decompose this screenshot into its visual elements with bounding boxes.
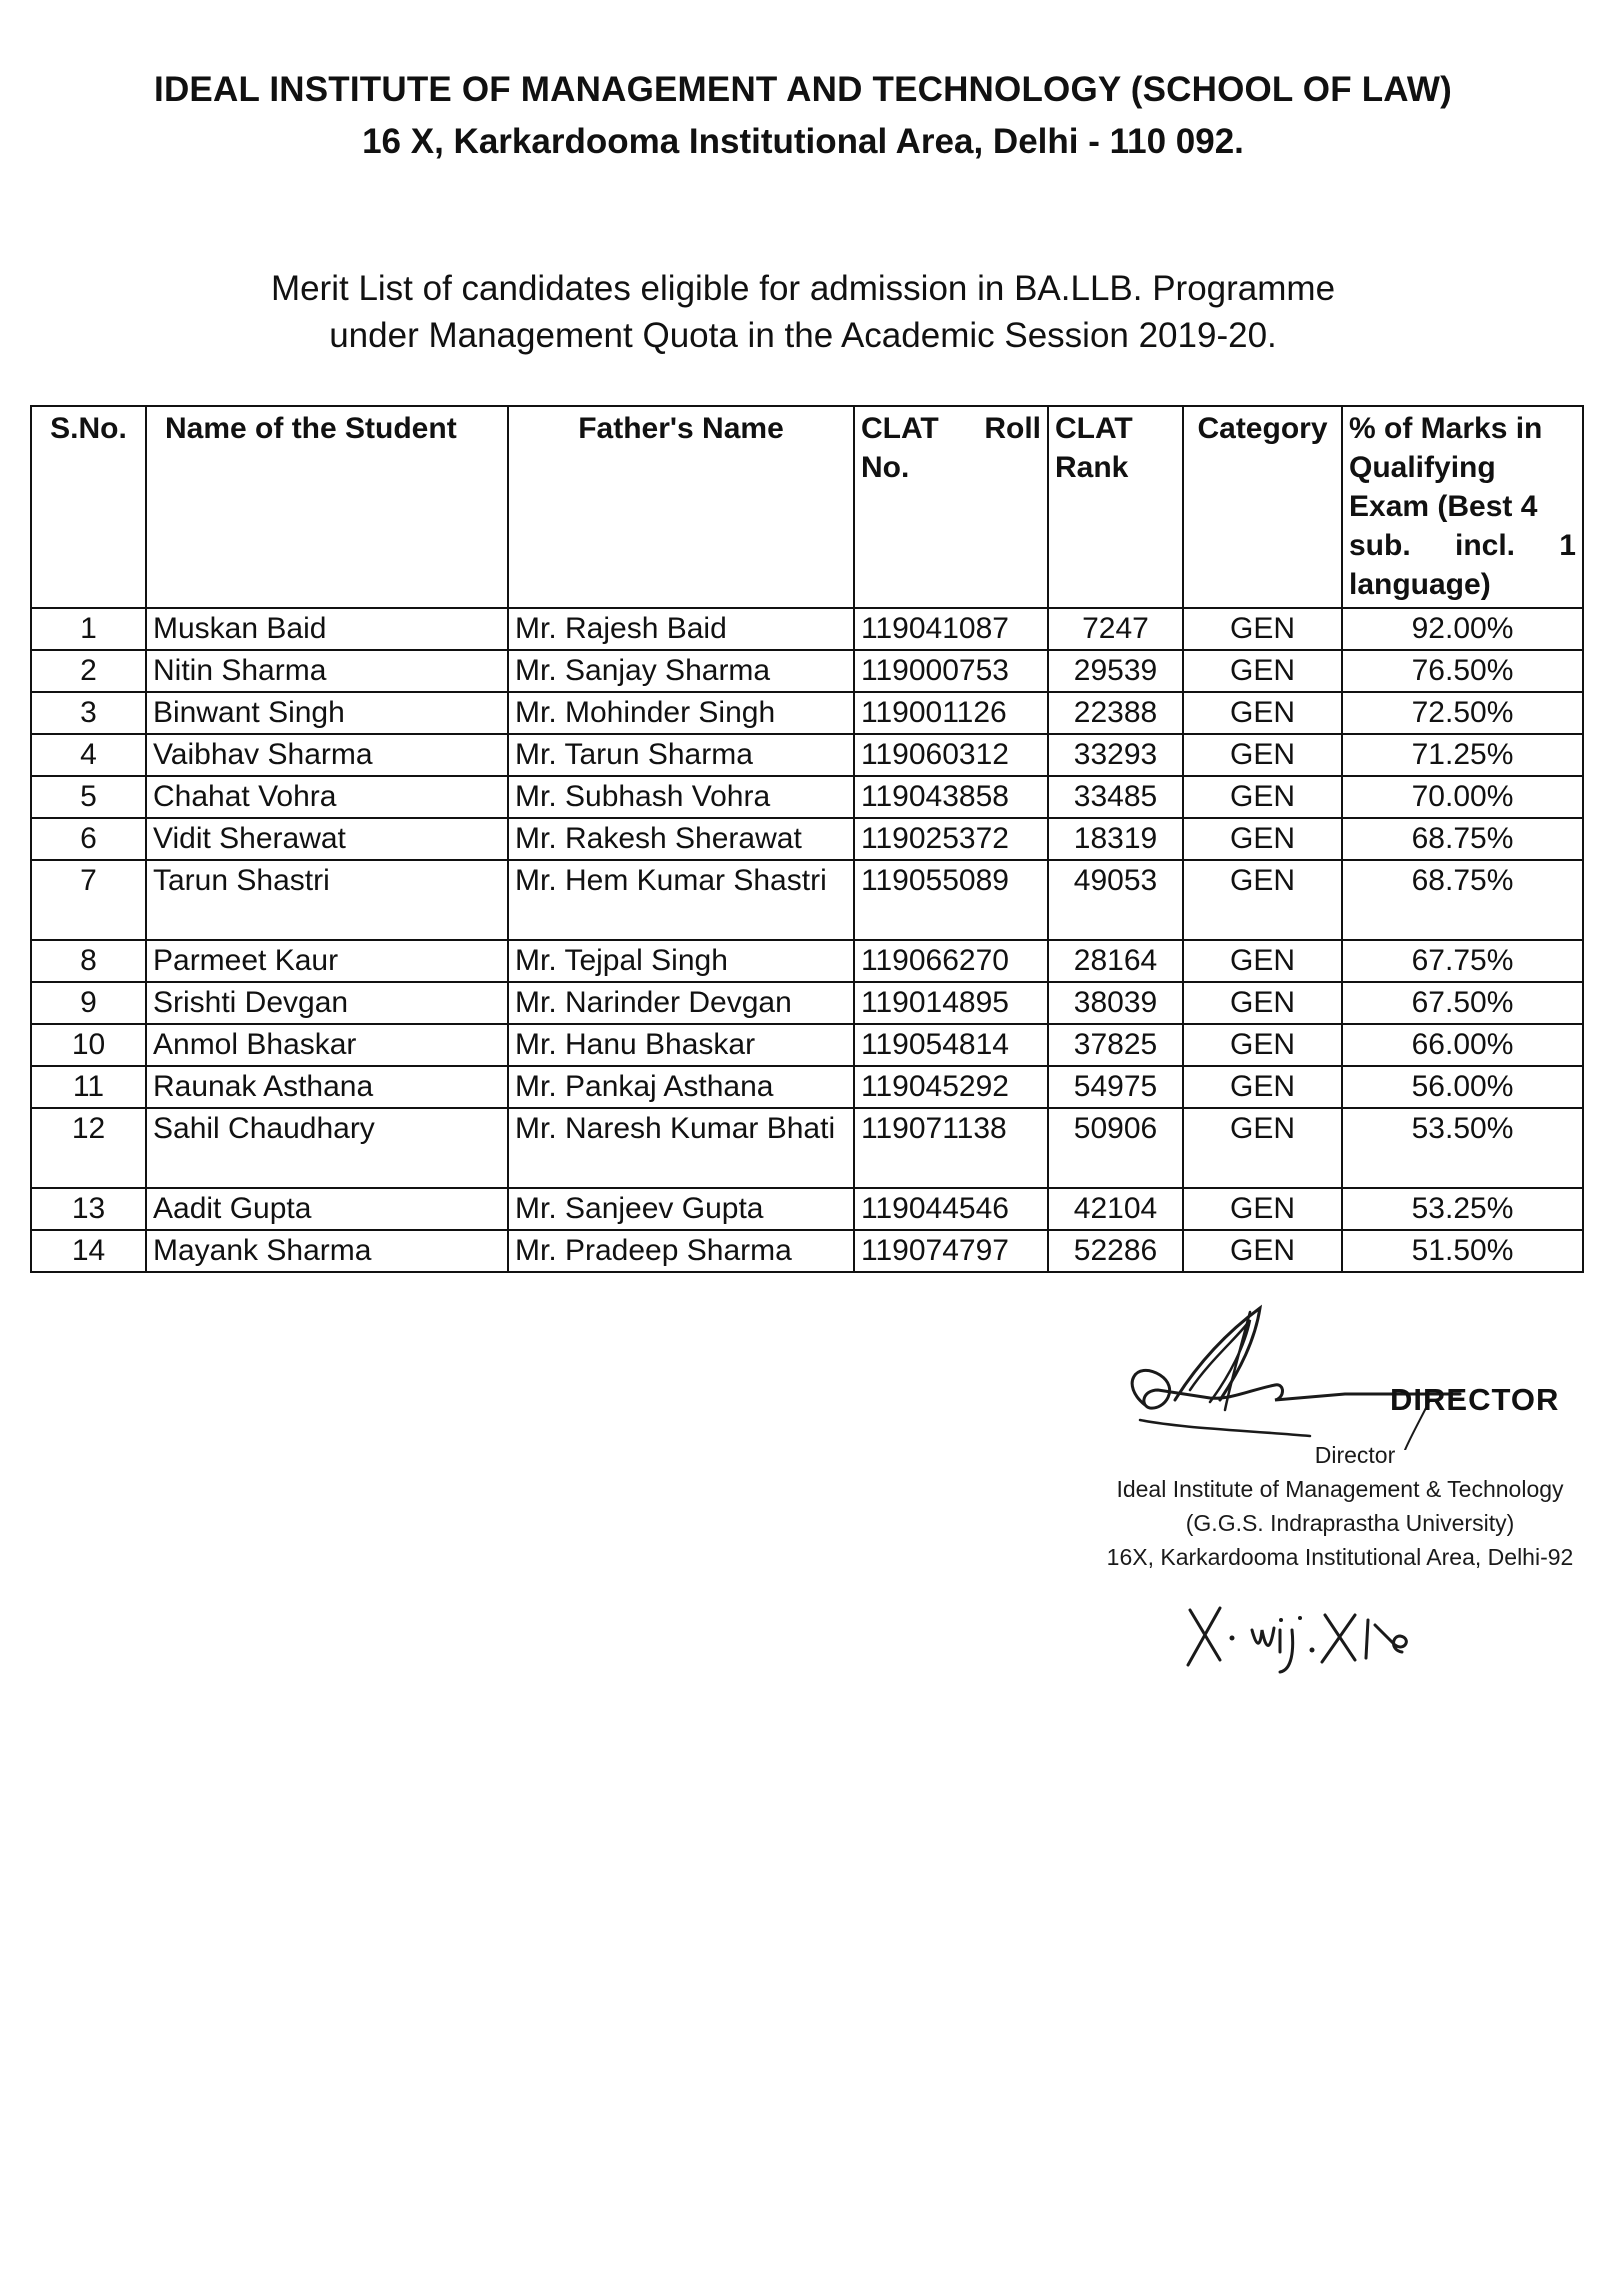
cell-father-name: Mr. Tejpal Singh [508,940,854,982]
cell-sno: 12 [31,1108,146,1188]
merit-list-title-line-2: under Management Quota in the Academic Session 2019-20. [329,316,1277,355]
cell-marks: 51.50% [1342,1230,1583,1272]
cell-father-name: Mr. Pradeep Sharma [508,1230,854,1272]
table-row [31,1024,1583,1066]
cell-clat-rank: 7247 [1048,608,1183,650]
stamp-line-4: 16X, Karkardooma Institutional Area, Delhi-92 [1106,1544,1574,1570]
cell-father-name: Mr. Hanu Bhaskar [508,1024,854,1066]
cell-clat-rank: 49053 [1048,860,1183,940]
cell-category: GEN [1183,1188,1342,1230]
cell-clat-roll: 119025372 [854,818,1048,860]
cell-clat-roll: 119071138 [854,1108,1048,1188]
header-clat-roll-line-1b: Roll [984,412,1041,445]
cell-sno: 2 [31,650,146,692]
table-row [31,608,1583,650]
cell-category: GEN [1183,776,1342,818]
table-row [31,940,1583,982]
cell-student-name: Chahat Vohra [146,776,508,818]
cell-father-name: Mr. Sanjay Sharma [508,650,854,692]
stamp-line-2: Ideal Institute of Management & Technology [1116,1476,1564,1502]
cell-category: GEN [1183,608,1342,650]
cell-clat-rank: 33485 [1048,776,1183,818]
cell-father-name: Mr. Subhash Vohra [508,776,854,818]
cell-clat-rank: 29539 [1048,650,1183,692]
director-stamp [1080,1438,1600,1574]
cell-category: GEN [1183,1230,1342,1272]
cell-clat-rank: 28164 [1048,940,1183,982]
table-row [31,1230,1583,1272]
header-marks-line-5: language) [1349,568,1491,601]
cell-clat-rank: 52286 [1048,1230,1183,1272]
cell-clat-rank: 33293 [1048,734,1183,776]
cell-student-name: Muskan Baid [146,608,508,650]
cell-marks: 92.00% [1342,608,1583,650]
table-row [31,818,1583,860]
cell-clat-roll: 119055089 [854,860,1048,940]
cell-clat-roll: 119014895 [854,982,1048,1024]
header-clat-rank-line-2: Rank [1055,451,1129,484]
signature-scribble-icon [1080,1290,1600,1450]
cell-sno: 3 [31,692,146,734]
cell-marks: 66.00% [1342,1024,1583,1066]
director-signature-block [1080,1290,1600,1690]
merit-list-title-line-1: Merit List of candidates eligible for admission in BA.LLB. Programme [270,269,1336,308]
table-row [31,1066,1583,1108]
cell-marks: 72.50% [1342,692,1583,734]
cell-marks: 71.25% [1342,734,1583,776]
cell-marks: 53.50% [1342,1108,1583,1188]
cell-category: GEN [1183,1066,1342,1108]
cell-clat-rank: 37825 [1048,1024,1183,1066]
cell-sno: 5 [31,776,146,818]
header-clat-rank-line-1: CLAT [1055,412,1133,445]
header-father-name: Father's Name [508,406,854,608]
cell-clat-roll: 119000753 [854,650,1048,692]
cell-category: GEN [1183,650,1342,692]
cell-category: GEN [1183,734,1342,776]
header-clat-roll [854,406,1048,608]
header-student-name-label: Name of the Student [165,412,457,445]
cell-marks: 70.00% [1342,776,1583,818]
cell-clat-rank: 22388 [1048,692,1183,734]
cell-student-name: Anmol Bhaskar [146,1024,508,1066]
cell-sno: 4 [31,734,146,776]
table-row [31,1108,1583,1188]
cell-sno: 10 [31,1024,146,1066]
cell-father-name: Mr. Mohinder Singh [508,692,854,734]
handwritten-date-icon [1180,1590,1460,1680]
header-marks-line-3: Exam (Best 4 [1349,490,1538,523]
cell-category: GEN [1183,940,1342,982]
header-marks-line-4: sub. incl. 1 [1349,529,1576,562]
cell-student-name: Vaibhav Sharma [146,734,508,776]
cell-category: GEN [1183,1024,1342,1066]
cell-student-name: Aadit Gupta [146,1188,508,1230]
header-marks-line-1: % of Marks in [1349,412,1543,445]
cell-clat-roll: 119044546 [854,1188,1048,1230]
header-clat-rank [1048,406,1183,608]
cell-sno: 6 [31,818,146,860]
cell-student-name: Nitin Sharma [146,650,508,692]
cell-clat-roll: 119041087 [854,608,1048,650]
cell-father-name: Mr. Narinder Devgan [508,982,854,1024]
director-label: DIRECTOR [1390,1382,1560,1417]
cell-student-name: Raunak Asthana [146,1066,508,1108]
cell-father-name: Mr. Rakesh Sherawat [508,818,854,860]
cell-clat-roll: 119001126 [854,692,1048,734]
cell-sno: 14 [31,1230,146,1272]
cell-marks: 68.75% [1342,860,1583,940]
cell-father-name: Mr. Pankaj Asthana [508,1066,854,1108]
cell-student-name: Mayank Sharma [146,1230,508,1272]
cell-father-name: Mr. Naresh Kumar Bhati [508,1108,854,1188]
cell-marks: 76.50% [1342,650,1583,692]
cell-category: GEN [1183,818,1342,860]
header-marks-line-2: Qualifying [1349,451,1496,484]
table-row [31,1188,1583,1230]
table-row [31,860,1583,940]
stamp-line-3: (G.G.S. Indraprastha University) [1185,1510,1515,1536]
cell-clat-rank: 18319 [1048,818,1183,860]
header-category: Category [1183,406,1342,608]
table-header-row [31,406,1583,608]
cell-marks: 67.50% [1342,982,1583,1024]
cell-category: GEN [1183,982,1342,1024]
cell-sno: 7 [31,860,146,940]
cell-clat-rank: 38039 [1048,982,1183,1024]
cell-category: GEN [1183,1108,1342,1188]
cell-clat-roll: 119045292 [854,1066,1048,1108]
cell-marks: 67.75% [1342,940,1583,982]
cell-student-name: Vidit Sherawat [146,818,508,860]
cell-father-name: Mr. Rajesh Baid [508,608,854,650]
institute-name: IDEAL INSTITUTE OF MANAGEMENT AND TECHNOLOGY (SCHOOL OF LAW) [154,70,1452,109]
cell-father-name: Mr. Hem Kumar Shastri [508,860,854,940]
table-row [31,692,1583,734]
table-row [31,650,1583,692]
cell-father-name: Mr. Sanjeev Gupta [508,1188,854,1230]
cell-clat-rank: 54975 [1048,1066,1183,1108]
cell-category: GEN [1183,860,1342,940]
header-clat-roll-line-2: No. [861,451,910,484]
cell-marks: 53.25% [1342,1188,1583,1230]
cell-sno: 9 [31,982,146,1024]
cell-clat-roll: 119043858 [854,776,1048,818]
header-student-name [146,406,508,608]
cell-sno: 1 [31,608,146,650]
cell-category: GEN [1183,692,1342,734]
table-row [31,982,1583,1024]
cell-clat-roll: 119074797 [854,1230,1048,1272]
cell-sno: 8 [31,940,146,982]
cell-student-name: Tarun Shastri [146,860,508,940]
cell-father-name: Mr. Tarun Sharma [508,734,854,776]
cell-marks: 56.00% [1342,1066,1583,1108]
merit-list-table [30,405,1584,1273]
cell-clat-roll: 119054814 [854,1024,1048,1066]
table-row [31,734,1583,776]
stamp-line-1: Director [1314,1442,1396,1468]
header-clat-roll-line-1a: CLAT [861,412,939,445]
cell-student-name: Parmeet Kaur [146,940,508,982]
institute-address: 16 X, Karkardooma Institutional Area, Delhi - 110 092. [362,122,1244,161]
cell-clat-roll: 119060312 [854,734,1048,776]
cell-clat-roll: 119066270 [854,940,1048,982]
cell-clat-rank: 50906 [1048,1108,1183,1188]
cell-student-name: Binwant Singh [146,692,508,734]
cell-sno: 13 [31,1188,146,1230]
cell-marks: 68.75% [1342,818,1583,860]
cell-student-name: Sahil Chaudhary [146,1108,508,1188]
header-marks [1342,406,1583,608]
cell-sno: 11 [31,1066,146,1108]
cell-student-name: Srishti Devgan [146,982,508,1024]
cell-clat-rank: 42104 [1048,1188,1183,1230]
table-row [31,776,1583,818]
header-sno: S.No. [31,406,146,608]
